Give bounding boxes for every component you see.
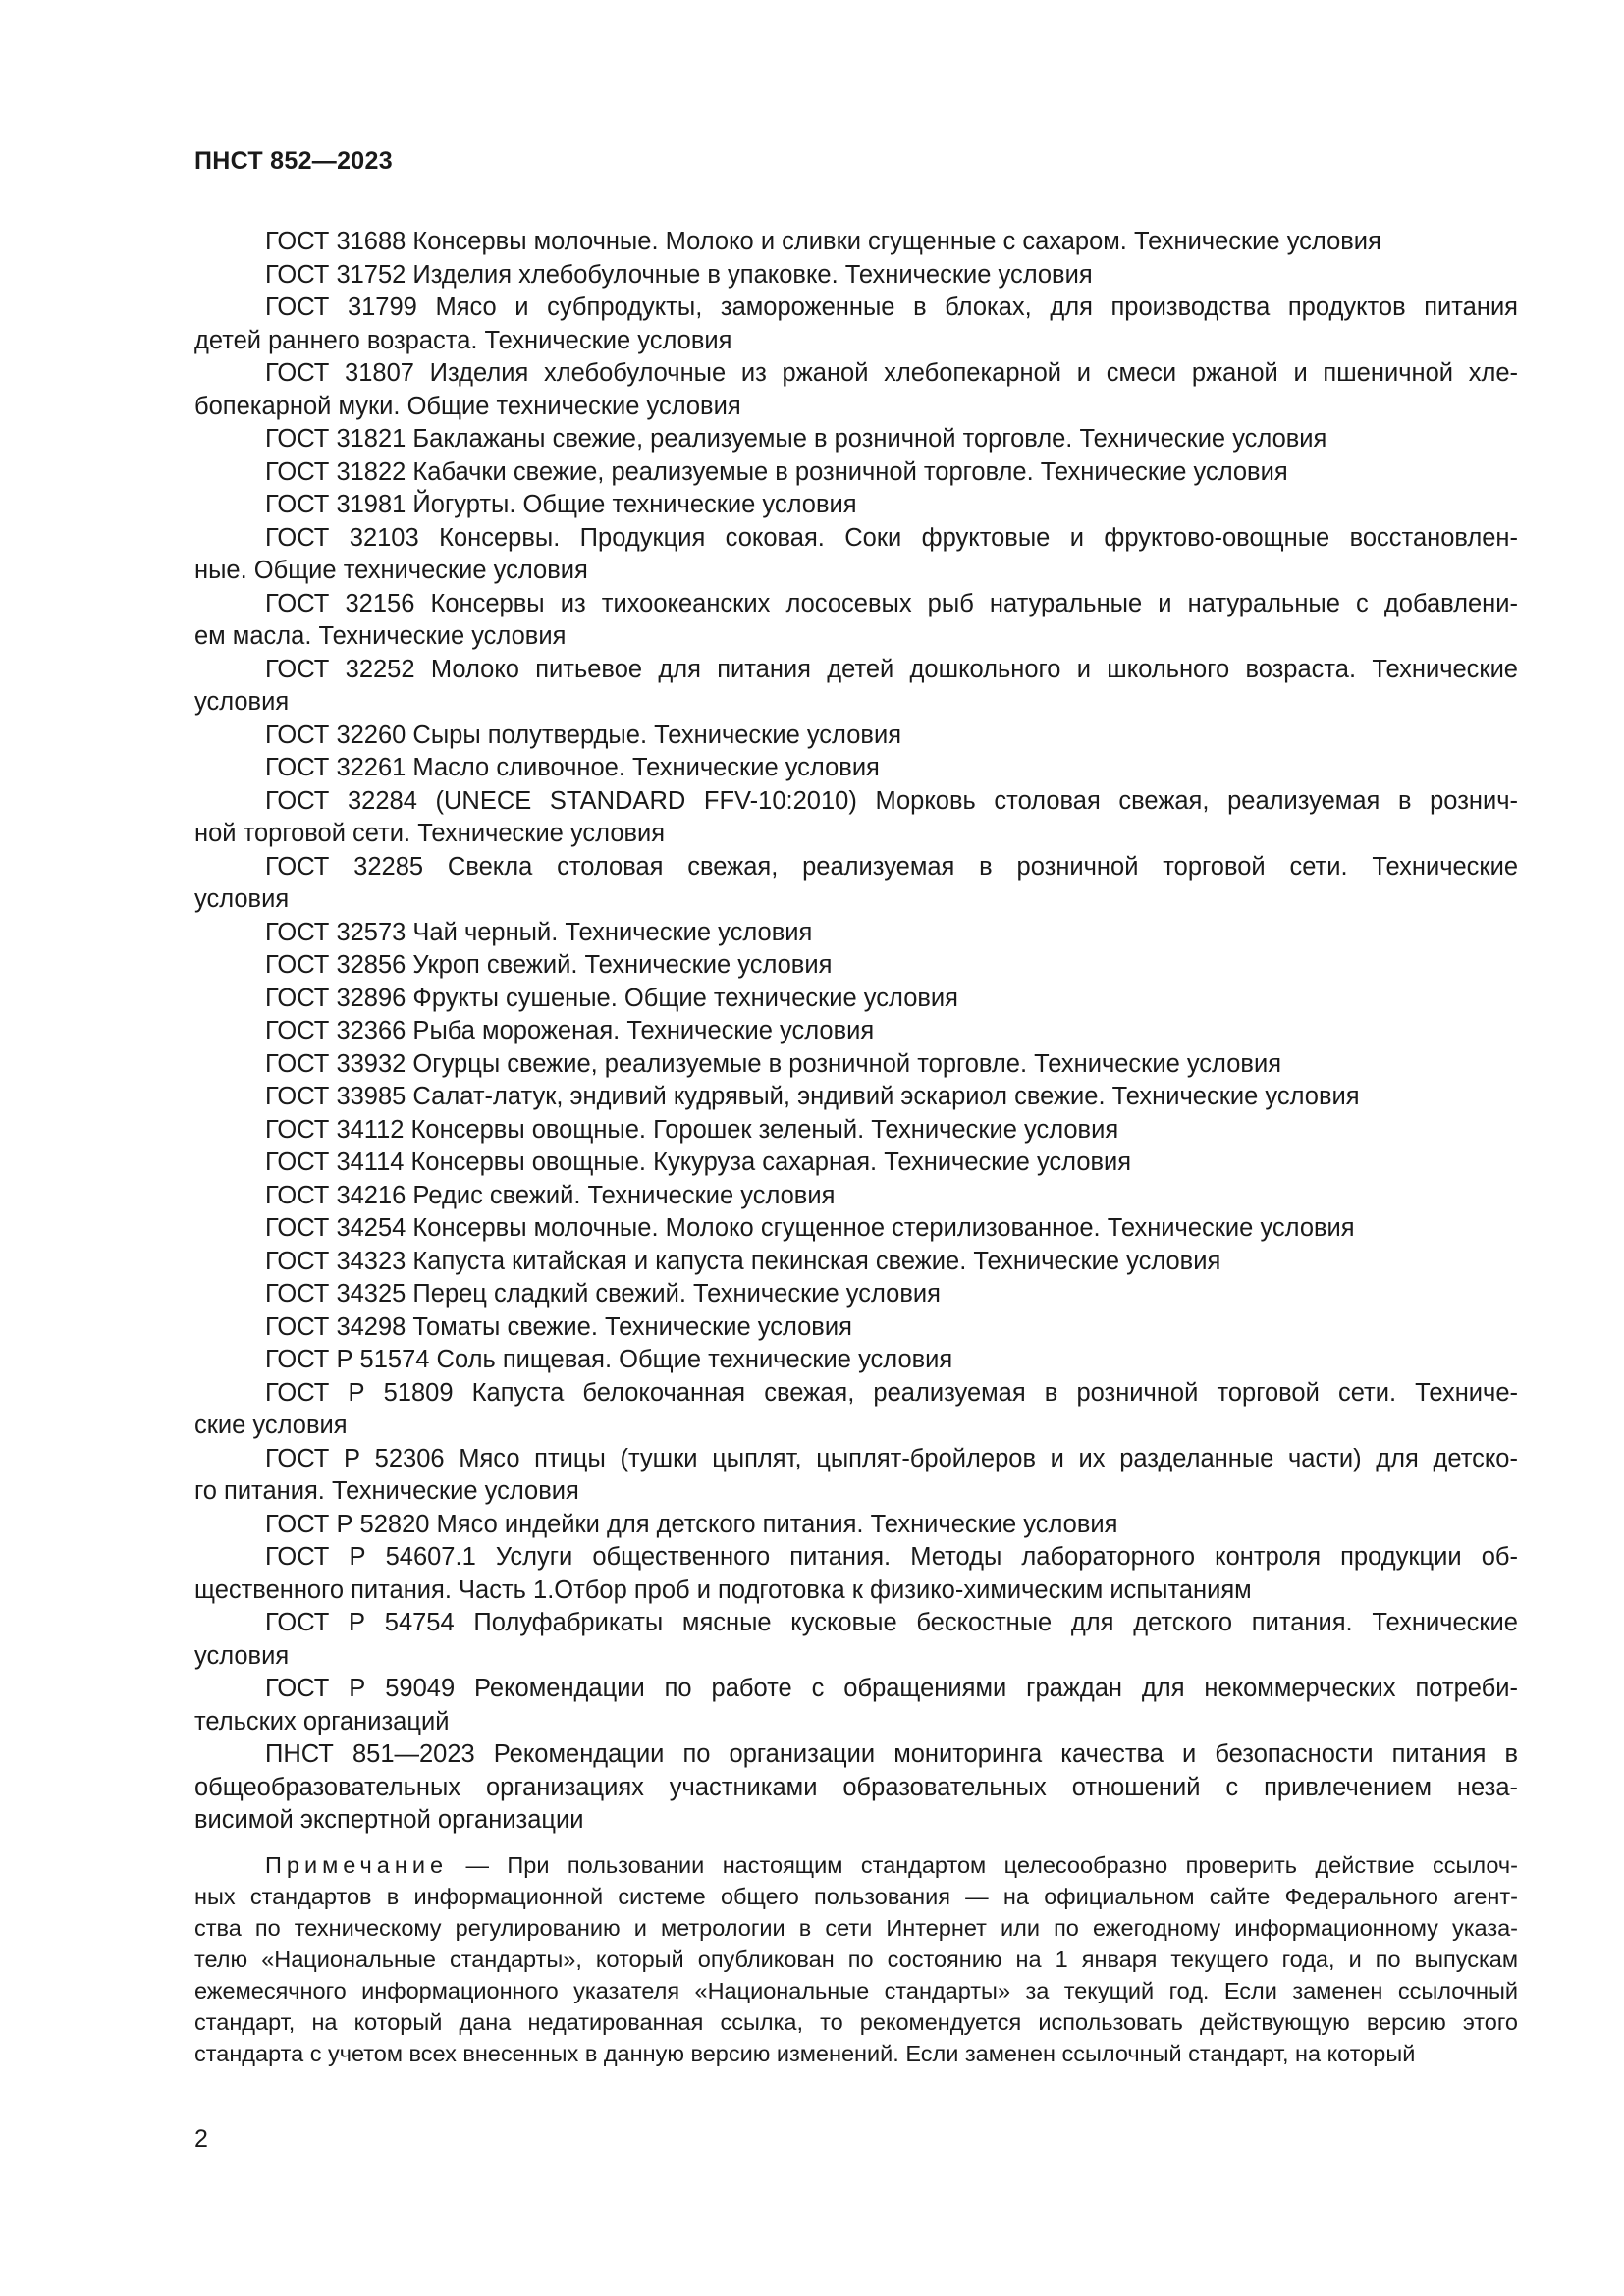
- reference-entry: [194, 1607, 1518, 1673]
- reference-line: ГОСТ 31821 Баклажаны свежие, реализуемые в розничной торговле. Технические условия: [265, 425, 1327, 453]
- note-line: стандарт, на который дана недатированная ссылка, то рекомендуется использовать действующую версию этого: [194, 2009, 1518, 2035]
- reference-entry: [194, 1114, 1518, 1148]
- reference-line: ГОСТ Р 51574 Соль пищевая. Общие технические условия: [265, 1346, 953, 1373]
- reference-line: ГОСТ 34114 Консервы овощные. Кукуруза сахарная. Технические условия: [265, 1148, 1132, 1176]
- reference-line: ГОСТ 31807 Изделия хлебобулочные из ржаной хлебопекарной и смеси ржаной и пшеничной хле-: [265, 359, 1518, 387]
- reference-line: ГОСТ 32103 Консервы. Продукция соковая. Соки фруктовые и фруктово-овощные восстановлен-: [265, 523, 1518, 552]
- reference-entry: [194, 983, 1518, 1016]
- reference-entry: [194, 720, 1518, 753]
- reference-line: условия: [194, 688, 290, 716]
- reference-line: условия: [194, 885, 290, 913]
- reference-entry: [194, 489, 1518, 522]
- reference-entry: [194, 785, 1518, 851]
- reference-line: ные. Общие технические условия: [194, 557, 588, 584]
- reference-line: щественного питания. Часть 1.Отбор проб и подготовка к физико-химическим испытаниям: [194, 1575, 1252, 1604]
- note-line: ных стандартов в информационной системе общего пользования — на официальном сайте Федерального агент-: [194, 1884, 1518, 1909]
- note-paragraph: [194, 1849, 1518, 2069]
- reference-line: ГОСТ Р 54607.1 Услуги общественного питания. Методы лабораторного контроля продукции об-: [265, 1543, 1518, 1571]
- reference-line: ГОСТ Р 54754 Полуфабрикаты мясные кусковые бескостные для детского питания. Технические: [265, 1609, 1518, 1636]
- reference-entry: [194, 423, 1518, 456]
- note-line: ства по техническому регулированию и метрологии в сети Интернет или по ежегодному информационному указа-: [194, 1915, 1518, 1941]
- reference-line: ГОСТ 32573 Чай черный. Технические условия: [265, 918, 813, 946]
- reference-line: ГОСТ 34112 Консервы овощные. Горошек зеленый. Технические условия: [265, 1115, 1119, 1144]
- reference-line: ГОСТ 34323 Капуста китайская и капуста пекинская свежие. Технические условия: [265, 1247, 1221, 1275]
- reference-line: ГОСТ 32285 Свекла столовая свежая, реализуемая в розничной торговой сети. Технические: [265, 852, 1518, 881]
- reference-line: ГОСТ 34254 Консервы молочные. Молоко сгущенное стерилизованное. Технические условия: [265, 1214, 1355, 1242]
- reference-entry: [194, 1344, 1518, 1377]
- normative-references-list: [194, 226, 1518, 1838]
- reference-line: ПНСТ 851—2023 Рекомендации по организации мониторинга качества и безопасности питания в: [265, 1740, 1518, 1768]
- reference-line: ем масла. Технические условия: [194, 622, 567, 650]
- reference-entry: [194, 1212, 1518, 1246]
- note-line: ежемесячного информационного указателя «Национальные стандарты» за текущий год. Если заменен ссылочный: [194, 1978, 1518, 2003]
- note-label: Примечание: [265, 1852, 449, 1878]
- reference-line: ГОСТ 34298 Томаты свежие. Технические условия: [265, 1312, 852, 1341]
- reference-entry: [194, 1048, 1518, 1082]
- reference-line: общеобразовательных организациях участниками образовательных отношений с привлечением неза-: [194, 1773, 1518, 1801]
- reference-entry: [194, 1673, 1518, 1738]
- reference-entry: [194, 1246, 1518, 1279]
- note-line: [194, 1849, 1518, 1881]
- reference-line: висимой экспертной организации: [194, 1806, 584, 1834]
- reference-entry: [194, 917, 1518, 950]
- reference-entry: [194, 949, 1518, 983]
- reference-line: ГОСТ 31799 Мясо и субпродукты, замороженные в блоках, для производства продуктов питания: [265, 294, 1518, 321]
- reference-line: ГОСТ 32856 Укроп свежий. Технические условия: [265, 951, 833, 979]
- reference-entry: [194, 1081, 1518, 1114]
- reference-line: ГОСТ 31981 Йогурты. Общие технические условия: [265, 491, 857, 518]
- reference-line: ГОСТ 32261 Масло сливочное. Технические условия: [265, 754, 880, 781]
- reference-entry: [194, 226, 1518, 259]
- reference-line: условия: [194, 1641, 290, 1670]
- reference-line: ГОСТ 31822 Кабачки свежие, реализуемые в розничной торговле. Технические условия: [265, 457, 1288, 486]
- note-line: телю «Национальные стандарты», который опубликован по состоянию на 1 января текущего года, и по выпускам: [194, 1947, 1518, 1972]
- reference-entry: [194, 259, 1518, 293]
- reference-entry: [194, 1509, 1518, 1542]
- reference-entry: [194, 654, 1518, 720]
- reference-line: бопекарной муки. Общие технические условия: [194, 392, 741, 420]
- reference-line: ГОСТ Р 59049 Рекомендации по работе с обращениями граждан для некоммерческих потреби-: [265, 1675, 1518, 1702]
- reference-line: ГОСТ 31752 Изделия хлебобулочные в упаковке. Технические условия: [265, 260, 1093, 289]
- reference-line: ной торговой сети. Технические условия: [194, 820, 666, 847]
- reference-entry: [194, 752, 1518, 785]
- reference-line: ГОСТ 32896 Фрукты сушеные. Общие технические условия: [265, 984, 958, 1012]
- reference-entry: [194, 1311, 1518, 1345]
- reference-entry: [194, 851, 1518, 917]
- reference-line: го питания. Технические условия: [194, 1477, 579, 1505]
- reference-entry: [194, 1015, 1518, 1048]
- reference-entry: [194, 456, 1518, 490]
- reference-line: ГОСТ 33985 Салат-латук, эндивий кудрявый, эндивий эскариол свежие. Технические условия: [265, 1083, 1360, 1110]
- reference-entry: [194, 1377, 1518, 1443]
- document-header: ПНСТ 852—2023: [194, 147, 393, 175]
- reference-line: ГОСТ Р 52820 Мясо индейки для детского питания. Технические условия: [265, 1510, 1118, 1538]
- reference-line: ГОСТ 32260 Сыры полутвердые. Технические условия: [265, 721, 901, 749]
- note-line: стандарта с учетом всех внесенных в данную версию изменений. Если заменен ссылочный стандарт, на который: [194, 2041, 1416, 2066]
- reference-line: ГОСТ 34216 Редис свежий. Технические условия: [265, 1181, 836, 1209]
- reference-entry: [194, 522, 1518, 588]
- reference-entry: [194, 357, 1518, 423]
- reference-line: ГОСТ 32366 Рыба мороженая. Технические условия: [265, 1017, 875, 1044]
- reference-line: ГОСТ 33932 Огурцы свежие, реализуемые в розничной торговле. Технические условия: [265, 1049, 1282, 1078]
- reference-line: ГОСТ Р 51809 Капуста белокочанная свежая, реализуемая в розничной торговой сети. Техниче-: [265, 1378, 1518, 1407]
- reference-entry: [194, 1147, 1518, 1180]
- reference-entry: [194, 1541, 1518, 1607]
- reference-line: ГОСТ Р 52306 Мясо птицы (тушки цыплят, цыплят-бройлеров и их разделанные части) для детско-: [265, 1444, 1518, 1472]
- reference-line: ГОСТ 31688 Консервы молочные. Молоко и сливки сгущенные с сахаром. Технические условия: [265, 228, 1381, 255]
- reference-line: ГОСТ 32156 Консервы из тихоокеанских лососевых рыб натуральные и натуральные с добавлени-: [265, 589, 1518, 617]
- reference-line: ГОСТ 32284 (UNECE STANDARD FFV-10:2010) Морковь столовая свежая, реализуемая в рознич-: [265, 786, 1518, 815]
- reference-entry: [194, 1443, 1518, 1509]
- reference-line: детей раннего возраста. Технические условия: [194, 326, 732, 354]
- reference-line: тельских организаций: [194, 1707, 450, 1735]
- reference-entry: [194, 1278, 1518, 1311]
- page-number: 2: [194, 2125, 208, 2153]
- reference-entry: [194, 292, 1518, 357]
- reference-line: ГОСТ 32252 Молоко питьевое для питания детей дошкольного и школьного возраста. Технические: [265, 655, 1518, 683]
- reference-entry: [194, 1738, 1518, 1838]
- reference-line: ГОСТ 34325 Перец сладкий свежий. Технические условия: [265, 1280, 941, 1308]
- reference-line: ские условия: [194, 1412, 348, 1439]
- reference-entry: [194, 1180, 1518, 1213]
- note-text: — При пользовании настоящим стандартом целесообразно проверить действие ссылоч-: [448, 1852, 1518, 1878]
- reference-entry: [194, 588, 1518, 654]
